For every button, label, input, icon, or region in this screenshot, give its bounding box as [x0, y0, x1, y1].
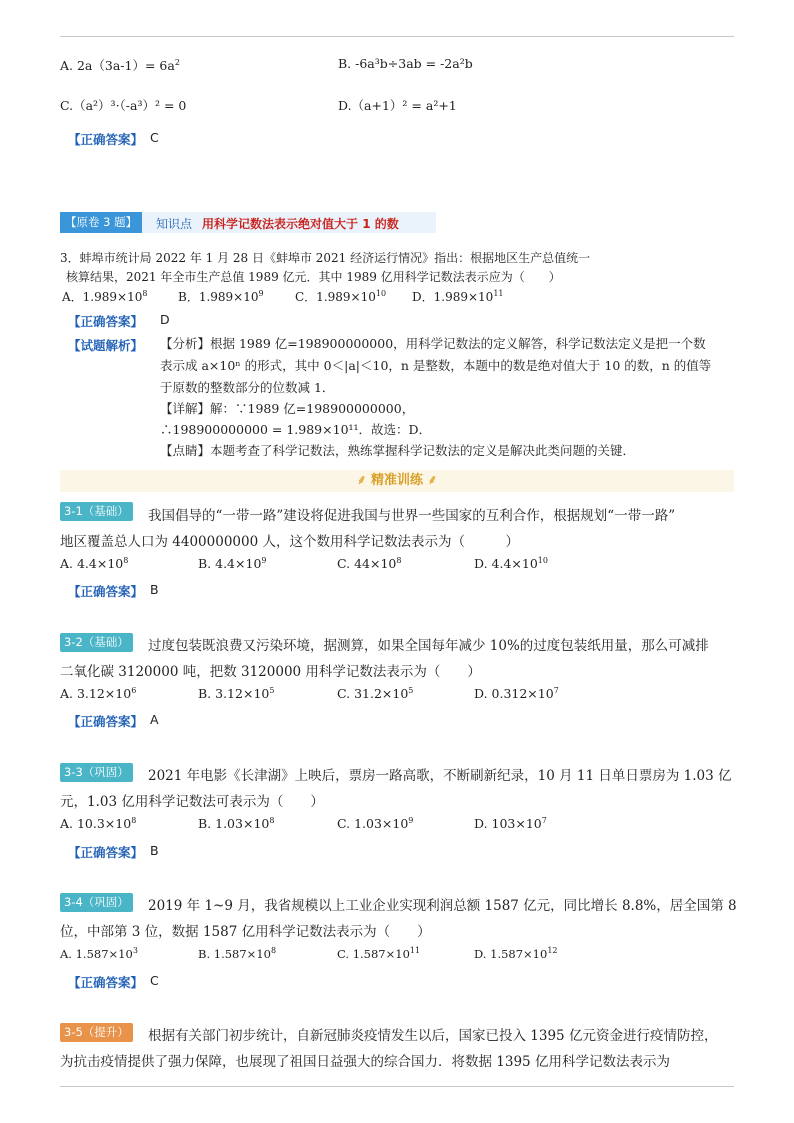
practice-tag: 3-4（巩固） [60, 893, 133, 912]
option-a: A. $2a(3a-1)= 6a^2$ [60, 58, 180, 73]
practice-3-1-line-2: 地区覆盖总人口为 4400000000 人，这个数用科学记数法表示为（ ） [60, 534, 519, 550]
option-c: C.（a²）³·（-a³）² = 0 [60, 98, 187, 113]
p33-option-a: A. $10.3\times 10^8$ [60, 816, 137, 831]
p34-answer-label: 【正确答案】 [68, 975, 144, 990]
p32-option-c: C. $31.2\times 10^5$ [337, 686, 414, 701]
question-3-line-1: 3．蚌埠市统计局 2022 年 1 月 28 日《蚌埠市 2021 经济运行情况》指出：根据地区生产总值统一 [60, 251, 591, 265]
p32-answer-value: A [150, 712, 159, 727]
practice-tag: 3-1（基础） [60, 502, 133, 521]
q3-option-b: B．$1.989\times 10^9$ [178, 289, 264, 304]
p31-answer-label: 【正确答案】 [68, 584, 144, 599]
original-question-tag: 【原卷 3 题】 [60, 212, 142, 233]
analysis-line-3: 于原数的整数部分的位数减 1． [160, 380, 335, 395]
p33-answer-value: B [150, 843, 159, 858]
analysis-line-2: 表示成 a×10ⁿ 的形式，其中 0＜|a|＜10，n 是整数，本题中的数是绝对值大于 10 的数，n 的值等 [160, 358, 712, 373]
p32-option-a: A. $3.12\times 10^6$ [60, 686, 137, 701]
p31-option-d: D. $4.4\times 10^{10}$ [474, 556, 548, 571]
q3-answer-value: D [160, 312, 170, 327]
q3-option-d: D．$1.989\times 10^{11}$ [412, 289, 504, 304]
practice-3-4-line-1: 2019 年 1~9 月，我省规模以上工业企业实现利润总额 1587 亿元，同比增长 8.8%，居全国第 8 [148, 898, 737, 914]
p33-option-d: D. $103\times 10^7$ [474, 816, 547, 831]
knowledge-label: 知识点 [156, 217, 193, 231]
practice-3-4-line-2: 位，中部第 3 位，数据 1587 亿用科学记数法表示为（ ） [60, 924, 431, 940]
q3-option-a: A．$1.989\times 10^8$ [62, 289, 148, 304]
practice-3-1-line-1: 我国倡导的“一带一路”建设将促进我国与世界一些国家的互利合作，根据规划“一带一路” [148, 508, 676, 524]
p31-option-b: B. $4.4\times 10^9$ [198, 556, 267, 571]
practice-3-3-line-2: 元，1.03 亿用科学记数法可表示为（ ） [60, 794, 324, 810]
p31-option-c: C. $44\times 10^8$ [337, 556, 402, 571]
practice-3-2-line-1: 过度包装既浪费又污染环境，据测算，如果全国每年减少 10%的过度包装纸用量，那么可减排 [148, 638, 709, 654]
p33-option-c: C. $1.03\times 10^9$ [337, 816, 414, 831]
question-3-line-2: 核算结果，2021 年全市生产总值 1989 亿元．其中 1989 亿用科学记数法表示应为（ ） [66, 270, 561, 284]
answer-value: C [150, 130, 159, 145]
p31-answer-value: B [150, 582, 159, 597]
practice-tag: 3-2（基础） [60, 633, 133, 652]
q3-option-c: C．$1.989\times 10^{10}$ [295, 289, 387, 304]
leaf-decor-icon: ⸙ [356, 473, 371, 488]
p34-option-a: A. $1.587\times 10^3$ [60, 946, 138, 961]
q3-analysis-label: 【试题解析】 [68, 338, 144, 353]
bottom-rule [60, 1086, 734, 1087]
analysis-line-1: 【分析】根据 1989 亿=198900000000，用科学记数法的定义解答，科学记数法定义是把一个数 [160, 336, 706, 351]
practice-3-5-line-2: 为抗击疫情提供了强力保障，也展现了祖国日益强大的综合国力．将数据 1395 亿用科学记数法表示为 [60, 1054, 670, 1070]
practice-3-5-line-1: 根据有关部门初步统计，自新冠肺炎疫情发生以后，国家已投入 1395 亿元资金进行疫情防控， [148, 1028, 718, 1044]
practice-3-3-line-1: 2021 年电影《长津湖》上映后，票房一路高歌，不断刷新纪录，10 月 11 日单日票房为 1.03 亿 [148, 768, 732, 784]
answer-label: 【正确答案】 [68, 132, 144, 147]
p34-option-d: D. $1.587\times 10^{12}$ [474, 946, 558, 961]
p32-option-d: D. $0.312\times 10^7$ [474, 686, 559, 701]
practice-tag: 3-3（巩固） [60, 763, 133, 782]
section-band [60, 470, 734, 492]
knowledge-topic: 用科学记数法表示绝对值大于 1 的数 [202, 217, 399, 231]
top-rule [60, 36, 734, 37]
section-title: ⸙ 精准训练 ⸙ [356, 473, 438, 488]
option-b: B. -6a³b÷3ab = -2a²b [338, 56, 473, 71]
practice-3-2-line-2: 二氧化碳 3120000 吨，把数 3120000 用科学记数法表示为（ ） [60, 664, 481, 680]
analysis-line-5: ∴198900000000 = 1.989×10¹¹．故选：D． [160, 422, 432, 437]
analysis-line-6: 【点睛】本题考查了科学记数法，熟练掌握科学记数法的定义是解决此类问题的关键． [160, 443, 636, 458]
p34-option-c: C. $1.587\times 10^{11}$ [337, 946, 421, 961]
p34-option-b: B. $1.587\times 10^8$ [198, 946, 277, 961]
option-d: D.（a+1）² = a²+1 [338, 98, 457, 113]
knowledge-point-bar [60, 212, 436, 233]
p34-answer-value: C [150, 973, 159, 988]
q3-answer-label: 【正确答案】 [68, 314, 144, 329]
p32-option-b: B. $3.12\times 10^5$ [198, 686, 275, 701]
p33-answer-label: 【正确答案】 [68, 845, 144, 860]
p31-option-a: A. $4.4\times 10^8$ [60, 556, 129, 571]
p33-option-b: B. $1.03\times 10^8$ [198, 816, 275, 831]
p32-answer-label: 【正确答案】 [68, 714, 144, 729]
practice-tag: 3-5（提升） [60, 1023, 133, 1042]
analysis-line-4: 【详解】解：∵1989 亿=198900000000， [160, 401, 415, 416]
leaf-decor-icon: ⸙ [423, 473, 438, 488]
